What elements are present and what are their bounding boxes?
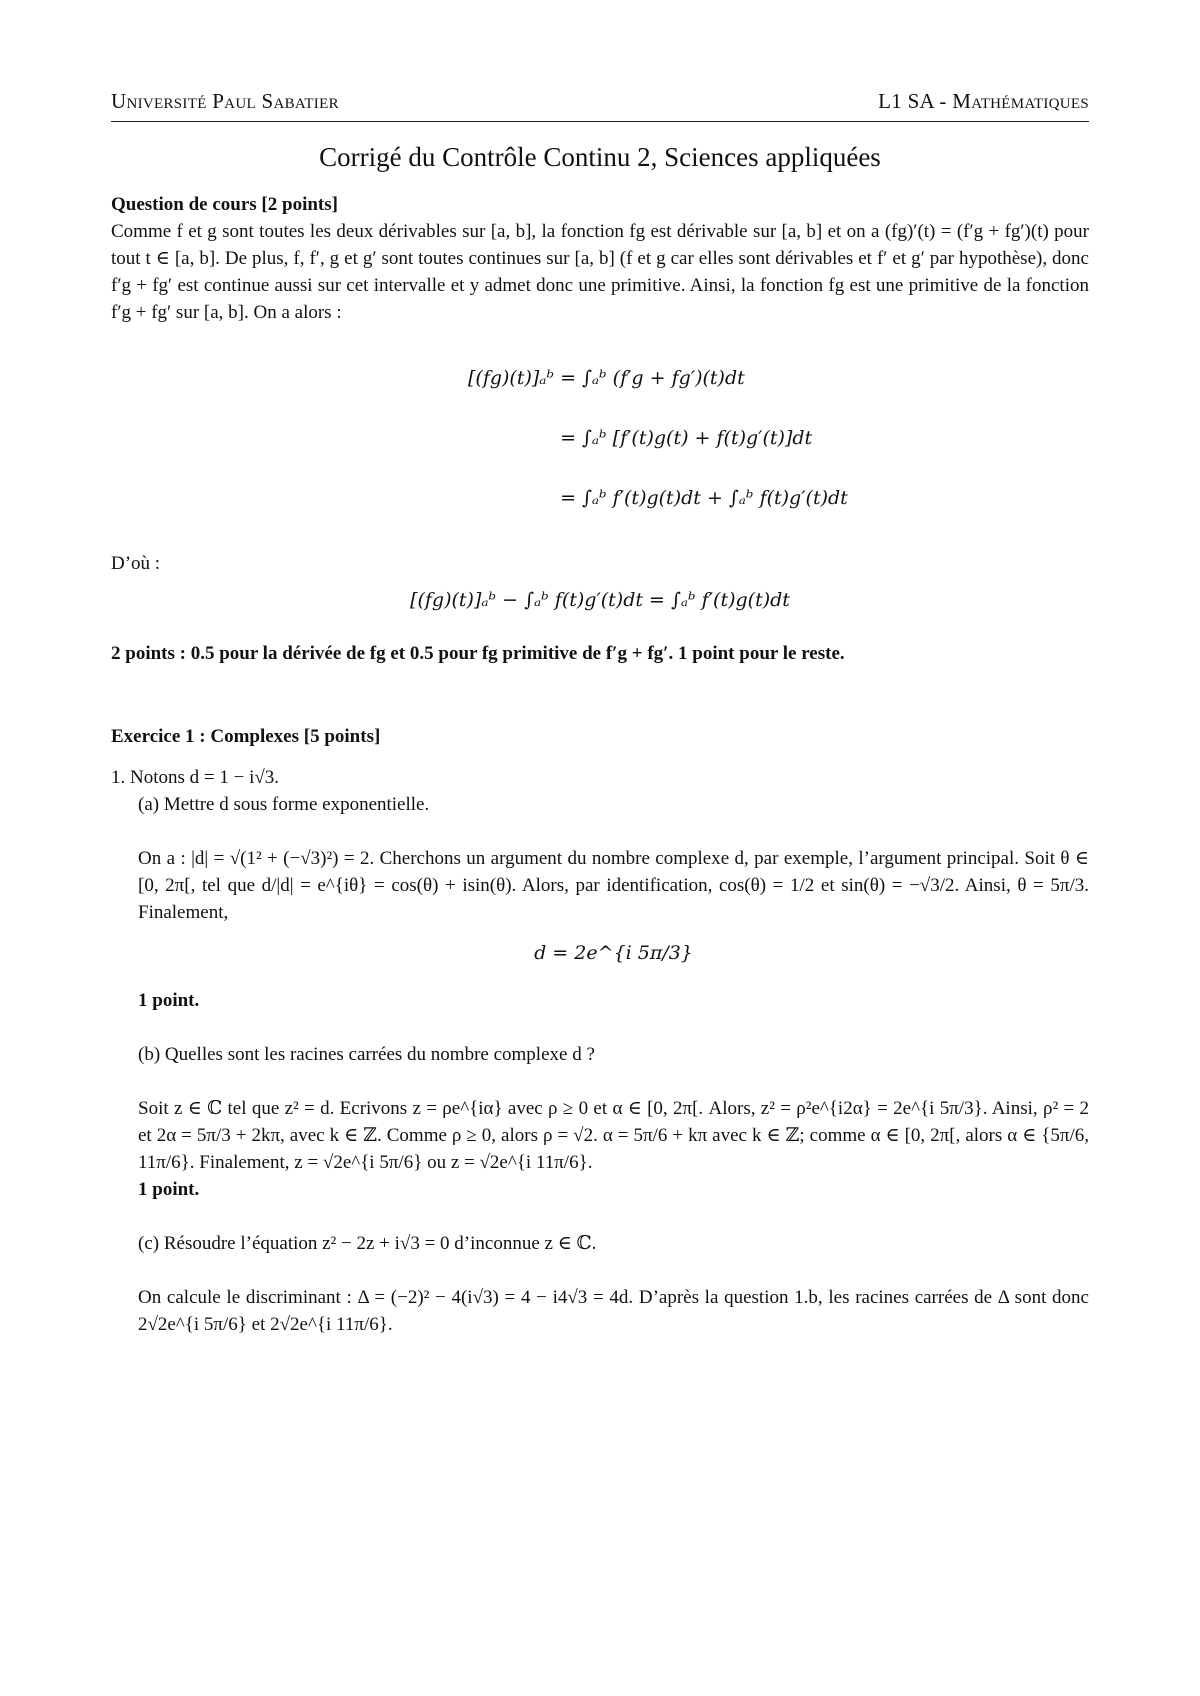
header-right: L1 SA - Mathématiques xyxy=(878,89,1089,113)
equation-line xyxy=(111,348,1089,408)
dou-text: D’où : xyxy=(111,553,161,574)
question-c: (c) Résoudre l’équation z² − 2z + i√3 = 0 d’inconnue z ∈ ℂ. xyxy=(138,1233,597,1254)
equation-rhs: ∫ₐᵇ (f′g + fg′)(t)dt xyxy=(582,366,745,389)
grading-note: 2 points : 0.5 pour la dérivée de fg et 0.5 pour fg primitive de f′g + fg′. 1 point pour le reste. xyxy=(111,643,845,664)
equation-lhs: [(fg)(t)]ₐᵇ = xyxy=(468,366,576,389)
equation-rhs: ∫ₐᵇ f′(t)g(t)dt + ∫ₐᵇ f(t)g′(t)dt xyxy=(582,486,848,509)
answer-c: On calcule le discriminant : Δ = (−2)² − 4(i√3) = 4 − i4√3 = 4d. D’après la question 1.b, les racines carrées de Δ sont donc 2√2e^{i 5π/6} et 2√2e^{i 11π/6}. xyxy=(138,1287,1089,1335)
points-b: 1 point. xyxy=(138,1179,200,1200)
exercise-item-1: 1. Notons d = 1 − i√3. xyxy=(111,767,280,788)
equation-line xyxy=(111,468,1089,528)
question-b: (b) Quelles sont les racines carrées du nombre complexe d ? xyxy=(138,1044,595,1065)
document-title: Corrigé du Contrôle Continu 2, Sciences appliquées xyxy=(319,142,881,172)
equation-rhs: ∫ₐᵇ [f′(t)g(t) + f(t)g′(t)]dt xyxy=(582,426,813,449)
header-left: Université Paul Sabatier xyxy=(111,89,339,113)
question-heading: Question de cours [2 points] xyxy=(111,194,338,215)
points-a: 1 point. xyxy=(138,990,200,1011)
equation-line xyxy=(111,408,1089,468)
running-header xyxy=(111,88,1089,122)
equation-lhs: = xyxy=(560,426,576,449)
question-a: (a) Mettre d sous forme exponentielle. xyxy=(138,794,430,815)
equation-final: [(fg)(t)]ₐᵇ − ∫ₐᵇ f(t)g′(t)dt = ∫ₐᵇ f′(t)g(t)dt xyxy=(410,589,790,611)
question-paragraph: Comme f et g sont toutes les deux dérivables sur [a, b], la fonction fg est dérivable sur [a, b] et on a (fg)′(t) = (f′g + fg′)(t) pour tout t ∈ [a, b]. De plus, f, f′, g et g′ sont toutes continues sur [a, b] (f et g car elles sont dérivables et f′ et g′ par hypothèse), donc f′g + fg′ est continue aussi sur cet intervalle et y admet donc une primitive. Ainsi, la fonction fg est une primitive de la fonction f′g + fg′ sur [a, b]. On a alors : xyxy=(111,221,1089,323)
answer-a: On a : |d| = √(1² + (−√3)²) = 2. Cherchons un argument du nombre complexe d, par exemple, l’argument principal. Soit θ ∈ [0, 2π[, tel que d/|d| = e^{iθ} = cos(θ) + isin(θ). Alors, par identification, cos(θ) = 1/2 et sin(θ) = −√3/2. Ainsi, θ = 5π/3. Finalement, xyxy=(138,848,1089,923)
exercise-heading: Exercice 1 : Complexes [5 points] xyxy=(111,726,381,747)
answer-b: Soit z ∈ ℂ tel que z² = d. Ecrivons z = ρe^{iα} avec ρ ≥ 0 et α ∈ [0, 2π[. Alors, z² = ρ²e^{i2α} = 2e^{i 5π/3}. Ainsi, ρ² = 2 et 2α = 5π/3 + 2kπ, avec k ∈ ℤ. Comme ρ ≥ 0, alors ρ = √2. α = 5π/6 + kπ avec k ∈ ℤ; comme α ∈ [0, 2π[, alors α ∈ {5π/6, 11π/6}. Finalement, z = √2e^{i 5π/6} ou z = √2e^{i 11π/6}. xyxy=(138,1098,1089,1173)
equation-lhs: = xyxy=(560,486,576,509)
document-page xyxy=(111,88,1089,1338)
result-a: d = 2e^{i 5π/3} xyxy=(534,942,693,964)
equation-block xyxy=(111,348,1089,528)
